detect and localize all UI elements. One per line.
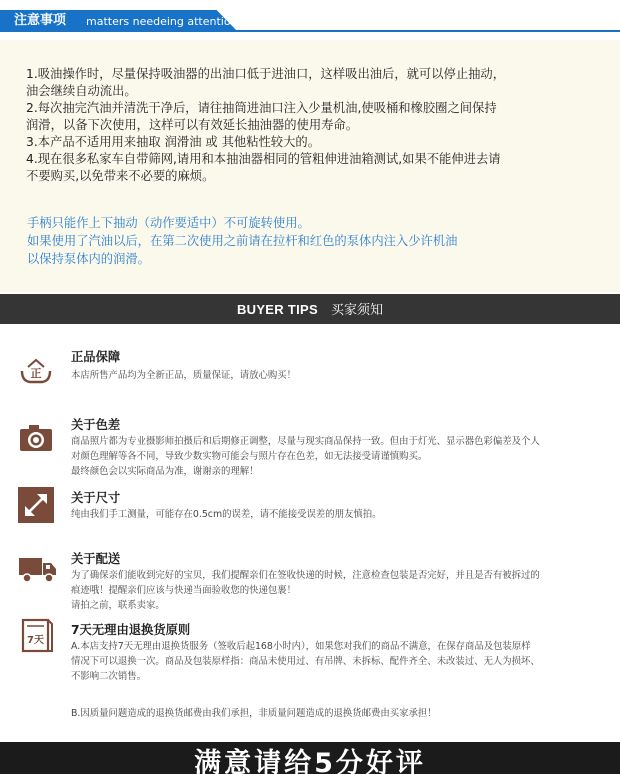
tip-line: 为了确保亲们能收到完好的宝贝，我们提醒亲们在签收快递的时候，注意检查包装是否完好，并且是否有被拆过的	[71, 570, 540, 581]
tip-line: 商品照片都为专业摄影师拍摄后和后期修正调整，尽量与现实商品保持一致。但由于灯光、显示器色彩偏差及个人	[71, 436, 540, 447]
tip-line	[71, 684, 601, 706]
note-line: 4.现在很多私家车自带筛网,请用和本抽油器相同的管粗伸进油箱测试,如果不能伸进去请	[26, 152, 501, 166]
tip-body	[71, 368, 601, 383]
genuine-icon-text: 正	[30, 367, 42, 380]
tip-body	[71, 568, 601, 613]
tip-line: 本店所售产品均为全新正品，质量保证，请放心购买！	[71, 370, 297, 381]
tip-line: 不影响二次销售。	[71, 671, 147, 682]
tip-line: 情况下可以退换一次。商品及包装原样指：商品未使用过、有吊牌、未拆标、配件齐全、未改装过、无人为损坏、	[71, 656, 540, 667]
tip-title: 正品保障	[71, 350, 121, 364]
notes-blue-list	[27, 214, 597, 268]
tip-title: 关于色差	[71, 418, 121, 432]
note-blue-line: 如果使用了汽油以后，在第二次使用之前请在拉杆和红色的泵体内注入少许机油	[27, 234, 458, 248]
attention-title: 注意事项	[14, 13, 67, 28]
note-line: 润滑，以备下次使用，这样可以有效延长抽油器的使用寿命。	[26, 118, 359, 132]
note-line: 1.吸油操作时，尽量保持吸油器的出油口低于进油口，这样吸出油后，就可以停止抽动，	[26, 67, 506, 81]
tip-line: 请拍之前，联系卖家。	[71, 600, 165, 611]
tip-title: 关于尺寸	[71, 491, 121, 505]
delivery-truck-icon	[18, 551, 58, 587]
note-blue-line: 手柄只能作上下抽动（动作要适中）不可旋转使用。	[27, 216, 310, 230]
tip-line: A.本店支持7天无理由退换货服务（签收后起168小时内），如果您对我们的商品不满意，在保存商品及包装原样	[71, 641, 531, 652]
tip-line: 对颜色理解等各不同，导致少数实物可能会与照片存在色差，如无法接受请谨慎购买。	[71, 451, 428, 462]
rating-banner	[0, 742, 620, 774]
tip-body	[71, 434, 601, 479]
buyer-tips-title-cn: 买家须知	[331, 303, 384, 318]
tip-line: 痕迹哦！提醒亲们应该与快递当面验收您的快递包裹！	[71, 585, 297, 596]
tip-title: 关于配送	[71, 552, 121, 566]
note-line: 3.本产品不适用用来抽取 润滑油 或 其他粘性较大的。	[26, 135, 320, 149]
seven-day-icon-text: 7天	[27, 635, 44, 646]
resize-arrow-icon	[18, 487, 54, 523]
attention-subtitle: matters needeing attention	[86, 15, 238, 28]
tip-line: 最终颜色会以实际商品为准，谢谢亲的理解！	[71, 466, 259, 477]
tip-title: 7天无理由退换货原则	[71, 623, 191, 637]
note-line: 油会继续自动流出。	[26, 84, 137, 98]
seven-day-return-icon	[18, 618, 54, 654]
attention-header	[0, 0, 620, 40]
genuine-guarantee-icon	[18, 351, 54, 387]
attention-header-underline	[0, 30, 620, 32]
note-line: 不要购买,以免带来不必要的麻烦。	[26, 169, 215, 183]
rating-banner-text: 满意请给5分好评	[194, 748, 426, 774]
notes-list	[26, 66, 596, 185]
note-line: 2.每次抽完汽油并清洗干净后，请往抽筒进油口注入少量机油,使吸桶和橡胶圈之间保持	[26, 101, 497, 115]
buyer-tips-bar	[0, 294, 620, 324]
note-blue-line: 以保持泵体内的润滑。	[27, 252, 150, 266]
tip-line: B.因质量问题造成的退换货邮费由我们承担，非质量问题造成的退换货邮费由买家承担！	[71, 708, 437, 719]
notes-panel	[0, 40, 620, 292]
camera-icon	[18, 420, 54, 456]
buyer-tips-title-en: BUYER TIPS	[236, 302, 318, 317]
tip-line: 纯由我们手工测量，可能存在0.5cm的误差，请不能接受误差的朋友慎拍。	[71, 509, 382, 520]
tip-body	[71, 639, 601, 721]
tip-body	[71, 507, 601, 522]
